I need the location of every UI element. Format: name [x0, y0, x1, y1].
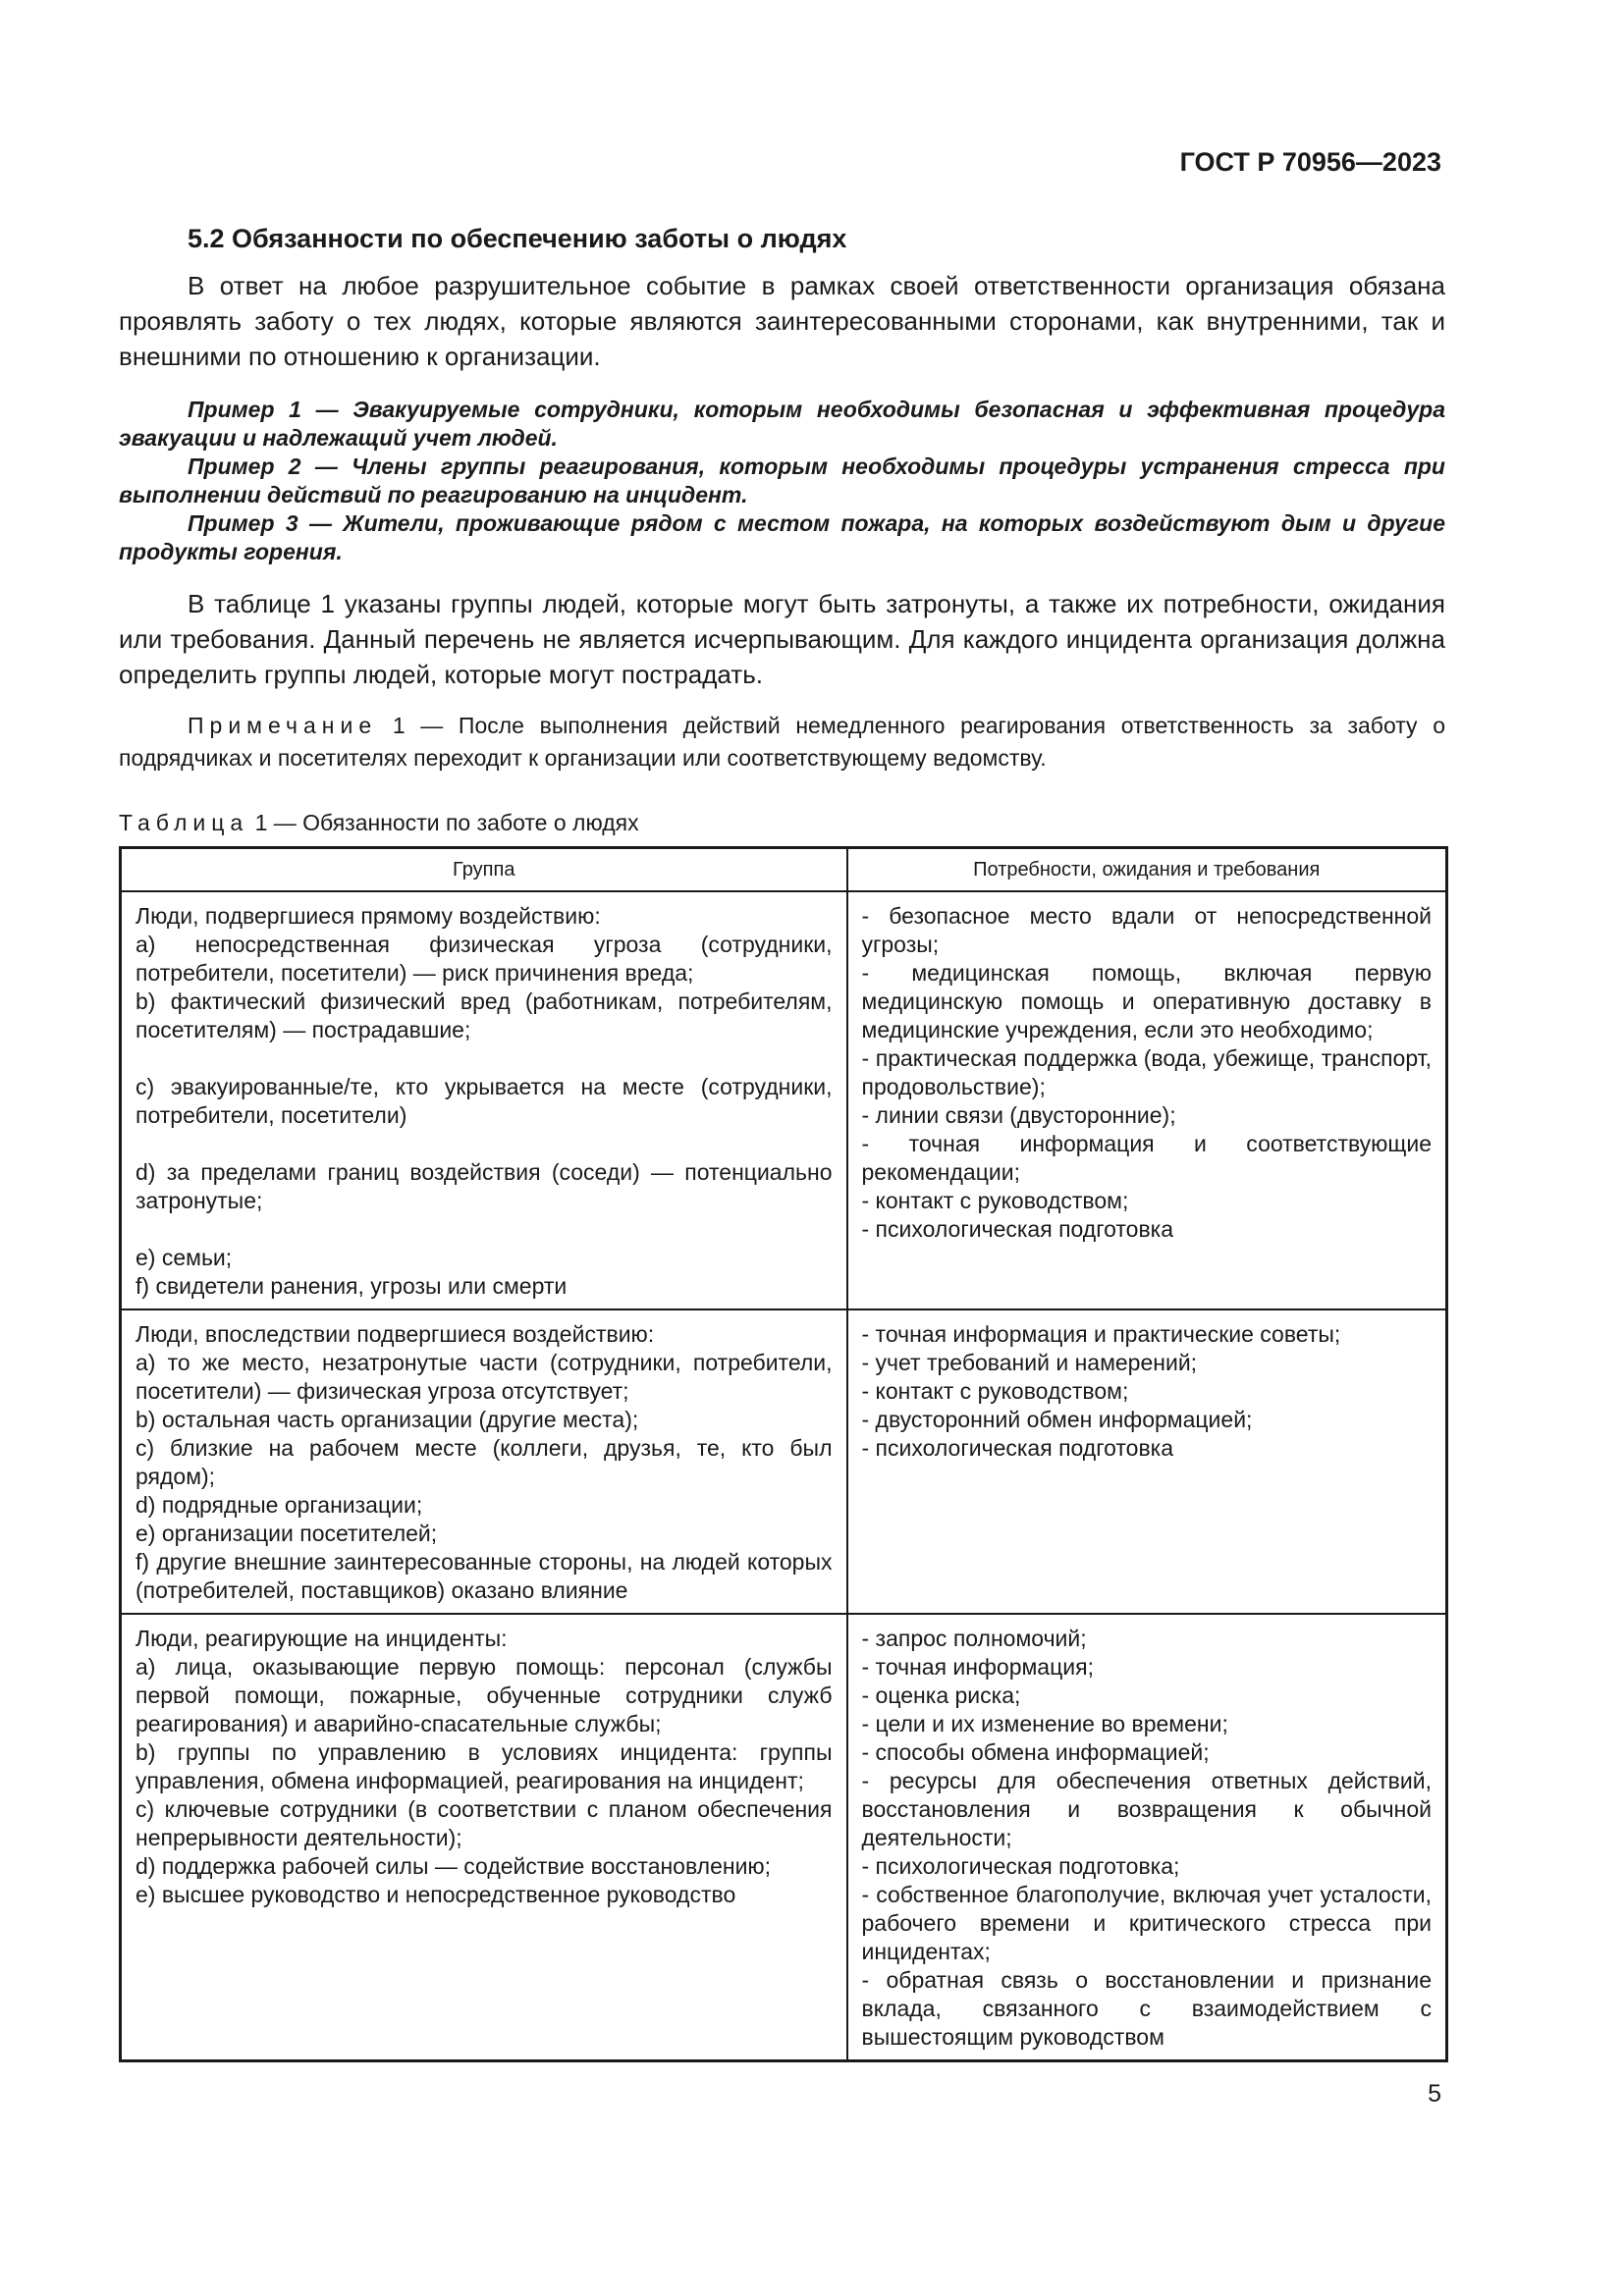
needs-line: - точная информация и практические советы;	[861, 1321, 1341, 1347]
section-title: 5.2 Обязанности по обеспечению заботы о людях	[188, 224, 847, 253]
needs-line: - линии связи (двусторонние);	[861, 1102, 1176, 1128]
table-row	[121, 1614, 1447, 2061]
care-duties-table	[119, 846, 1448, 2062]
group-line: d) поддержка рабочей силы — содействие восстановлению;	[135, 1853, 772, 1879]
document-code: ГОСТ Р 70956—2023	[1179, 147, 1441, 177]
group-line: b) остальная часть организации (другие места);	[135, 1407, 639, 1432]
table-row	[121, 891, 1447, 1309]
needs-line: - психологическая подготовка;	[861, 1853, 1180, 1879]
group-line: a) то же место, незатронутые части (сотрудники, потребители, посетители) — физическая угроза отсутствует;	[135, 1350, 833, 1404]
page-content	[119, 224, 1445, 2062]
needs-line: - практическая поддержка (вода, убежище, транспорт, продовольствие);	[861, 1045, 1432, 1099]
group-cell	[121, 1614, 847, 2061]
group-line: d) подрядные организации;	[135, 1492, 423, 1518]
examples-block	[119, 396, 1445, 566]
needs-line: - запрос полномочий;	[861, 1626, 1087, 1651]
group-line: e) семьи;	[135, 1245, 233, 1270]
needs-line: - контакт с руководством;	[861, 1188, 1129, 1213]
group-line: a) непосредственная физическая угроза (сотрудники, потребители, посетители) — риск причинения вреда;	[135, 932, 833, 986]
paragraph-table-intro: В таблице 1 указаны группы людей, которые могут быть затронуты, а также их потребности, ожидания или требования. Данный перечень не является исчерпывающим. Для каждого инцидента организация должна определить группы людей, которые могут пострадать.	[119, 589, 1445, 689]
group-cell	[121, 1309, 847, 1614]
group-line: Люди, подвергшиеся прямому воздействию:	[135, 903, 601, 929]
group-line: f) другие внешние заинтересованные стороны, на людей которых (потребителей, поставщиков) оказано влияние	[135, 1549, 833, 1603]
example-3: Пример 3 — Жители, проживающие рядом с местом пожара, на которых воздействуют дым и другие продукты горения.	[119, 510, 1445, 564]
note-label: Примечание	[188, 713, 378, 738]
table-caption-label: Таблица	[119, 810, 249, 835]
group-line: b) группы по управлению в условиях инцидента: группы управления, обмена информацией, реагирования на инцидент;	[135, 1739, 833, 1793]
group-line: f) свидетели ранения, угрозы или смерти	[135, 1273, 568, 1299]
needs-cell	[847, 891, 1447, 1309]
example-1: Пример 1 — Эвакуируемые сотрудники, которым необходимы безопасная и эффективная процедура эвакуации и надлежащий учет людей.	[119, 397, 1445, 451]
needs-cell	[847, 1614, 1447, 2061]
table-caption	[119, 810, 1445, 836]
group-line: c) ключевые сотрудники (в соответствии с планом обеспечения непрерывности деятельности);	[135, 1796, 833, 1850]
needs-line: - оценка риска;	[861, 1682, 1021, 1708]
needs-line: - контакт с руководством;	[861, 1378, 1129, 1404]
needs-line: - собственное благополучие, включая учет усталости, рабочего времени и критического стресса при инцидентах;	[861, 1882, 1432, 1964]
needs-line: - медицинская помощь, включая первую медицинскую помощь и оперативную доставку в медицинские учреждения, если это необходимо;	[861, 960, 1432, 1042]
note-1	[119, 710, 1445, 774]
paragraph-intro: В ответ на любое разрушительное событие в рамках своей ответственности организация обязана проявлять заботу о тех людях, которые являются заинтересованными сторонами, как внутренними, так и внешними по отношению к организации.	[119, 271, 1445, 371]
example-2: Пример 2 — Члены группы реагирования, которым необходимы процедуры устранения стресса при выполнении действий по реагированию на инцидент.	[119, 454, 1445, 507]
needs-line: - цели и их изменение во времени;	[861, 1711, 1228, 1736]
group-line: Люди, впоследствии подвергшиеся воздействию:	[135, 1321, 655, 1347]
needs-line: - психологическая подготовка	[861, 1216, 1174, 1242]
needs-line: - ресурсы для обеспечения ответных действий, восстановления и возвращения к обычной деятельности;	[861, 1768, 1432, 1850]
header-group: Группа	[121, 848, 847, 892]
group-line: e) высшее руководство и непосредственное руководство	[135, 1882, 736, 1907]
group-line: a) лица, оказывающие первую помощь: персонал (службы первой помощи, пожарные, обученные сотрудники служб реагирования) и аварийно-спасательные службы;	[135, 1654, 833, 1736]
needs-line: - психологическая подготовка	[861, 1435, 1174, 1461]
note-text: 1 — После выполнения действий немедленного реагирования ответственность за заботу о подрядчиках и посетителях переходит к организации или соответствующему ведомству.	[119, 713, 1445, 771]
needs-line: - обратная связь о восстановлении и признание вклада, связанного с взаимодействием с вышестоящим руководством	[861, 1967, 1432, 2050]
needs-line: - точная информация и соответствующие рекомендации;	[861, 1131, 1432, 1185]
needs-line: - способы обмена информацией;	[861, 1739, 1210, 1765]
needs-cell	[847, 1309, 1447, 1614]
table-caption-text: 1 — Обязанности по заботе о людях	[254, 810, 639, 835]
group-cell	[121, 891, 847, 1309]
group-line: c) эвакуированные/те, кто укрывается на месте (сотрудники, потребители, посетители)	[135, 1074, 833, 1128]
needs-line: - двусторонний обмен информацией;	[861, 1407, 1253, 1432]
group-line: c) близкие на рабочем месте (коллеги, друзья, те, кто был рядом);	[135, 1435, 833, 1489]
needs-line: - точная информация;	[861, 1654, 1094, 1680]
header-needs: Потребности, ожидания и требования	[847, 848, 1447, 892]
group-line: e) организации посетителей;	[135, 1521, 438, 1546]
group-line: d) за пределами границ воздействия (соседи) — потенциально затронутые;	[135, 1159, 833, 1213]
group-line: Люди, реагирующие на инциденты:	[135, 1626, 508, 1651]
page-number: 5	[1428, 2080, 1441, 2108]
table-header-row	[121, 848, 1447, 892]
needs-line: - учет требований и намерений;	[861, 1350, 1198, 1375]
needs-line: - безопасное место вдали от непосредственной угрозы;	[861, 903, 1432, 957]
table-row	[121, 1309, 1447, 1614]
group-line: b) фактический физический вред (работникам, потребителям, посетителям) — пострадавшие;	[135, 988, 833, 1042]
